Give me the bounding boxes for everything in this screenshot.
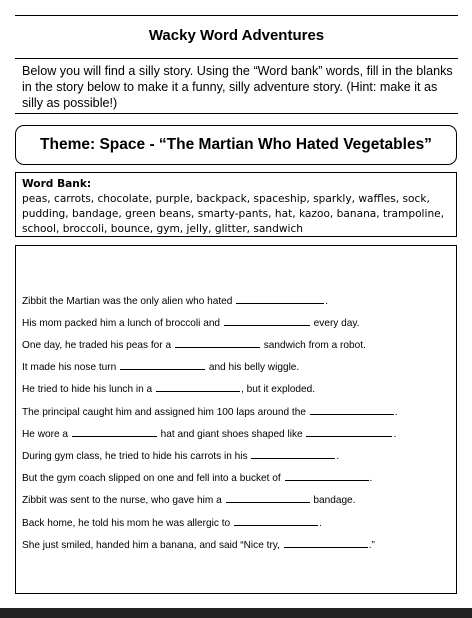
- fill-blank[interactable]: [251, 448, 335, 459]
- word-bank-title: Word Bank:: [22, 178, 92, 190]
- fill-blank[interactable]: [306, 426, 392, 437]
- fill-blank[interactable]: [226, 492, 310, 503]
- story-line-1: [22, 293, 328, 307]
- story-text: The principal caught him and assigned him 100 laps around the: [22, 407, 306, 418]
- theme-banner: [15, 125, 457, 165]
- story-text: sandwich from a robot.: [263, 340, 366, 351]
- story-line-6: [22, 404, 398, 418]
- story-text: It made his nose turn: [22, 362, 117, 373]
- page-title: Wacky Word Adventures: [148, 27, 325, 44]
- story-line-3: [22, 337, 366, 351]
- theme-text: Theme: Space - “The Martian Who Hated Vegetables”: [40, 136, 432, 153]
- story-text: .: [325, 296, 329, 307]
- footer-bar: [0, 608, 472, 618]
- story-text: His mom packed him a lunch of broccoli and: [22, 318, 221, 329]
- fill-blank[interactable]: [156, 381, 240, 392]
- story-text: But the gym coach slipped on one and fell into a bucket of: [22, 473, 281, 484]
- fill-blank[interactable]: [234, 515, 318, 526]
- story-text: He tried to hide his lunch in a: [22, 384, 153, 395]
- fill-blank[interactable]: [284, 537, 368, 548]
- top-rule: [15, 15, 458, 16]
- story-text: bandage.: [313, 495, 356, 506]
- story-line-2: [22, 315, 360, 329]
- title-rule: [15, 58, 458, 59]
- story-text: .: [336, 451, 340, 462]
- story-text: During gym class, he tried to hide his carrots in his: [22, 451, 248, 462]
- word-bank-words: peas, carrots, chocolate, purple, backpack, spaceship, sparkly, waffles, sock, pudding, bandage, green beans, smarty-pants, hat, kazoo, banana, trampoline, school, broccoli, bounce, gym, jelly, glitter, sandwich: [22, 193, 445, 235]
- story-text: .: [369, 473, 373, 484]
- instructions-rule: [15, 113, 458, 114]
- story-text: every day.: [313, 318, 360, 329]
- fill-blank[interactable]: [224, 315, 310, 326]
- story-text: Back home, he told his mom he was allergic to: [22, 518, 231, 529]
- story-text: hat and giant shoes shaped like: [160, 429, 303, 440]
- story-text: Zibbit was sent to the nurse, who gave him a: [22, 495, 222, 506]
- fill-blank[interactable]: [285, 470, 369, 481]
- story-text: She just smiled, handed him a banana, and said “Nice try,: [22, 540, 280, 551]
- story-line-11: [22, 515, 322, 529]
- story-line-9: [22, 470, 372, 484]
- story-line-4: [22, 359, 299, 373]
- story-text: One day, he traded his peas for a: [22, 340, 172, 351]
- story-text: .”: [368, 540, 375, 551]
- word-bank-box: [15, 172, 457, 237]
- story-text: Zibbit the Martian was the only alien who hated: [22, 296, 233, 307]
- fill-blank[interactable]: [72, 426, 157, 437]
- story-box: [15, 245, 457, 594]
- story-text: .: [318, 518, 322, 529]
- story-line-8: [22, 448, 339, 462]
- story-text: .: [394, 407, 398, 418]
- story-text: He wore a: [22, 429, 69, 440]
- fill-blank[interactable]: [120, 359, 205, 370]
- story-line-5: [22, 381, 315, 395]
- story-line-10: [22, 492, 355, 506]
- story-line-7: [22, 426, 396, 440]
- story-text: , but it exploded.: [241, 384, 316, 395]
- story-line-12: [22, 537, 375, 551]
- instructions-text: Below you will find a silly story. Using the “Word bank” words, fill in the blanks in the story below to make it a funny, silly adventure story. (Hint: make it as silly as possible!): [22, 64, 453, 110]
- fill-blank[interactable]: [236, 293, 324, 304]
- fill-blank[interactable]: [310, 404, 394, 415]
- story-text: .: [393, 429, 397, 440]
- story-text: and his belly wiggle.: [208, 362, 300, 373]
- fill-blank[interactable]: [175, 337, 260, 348]
